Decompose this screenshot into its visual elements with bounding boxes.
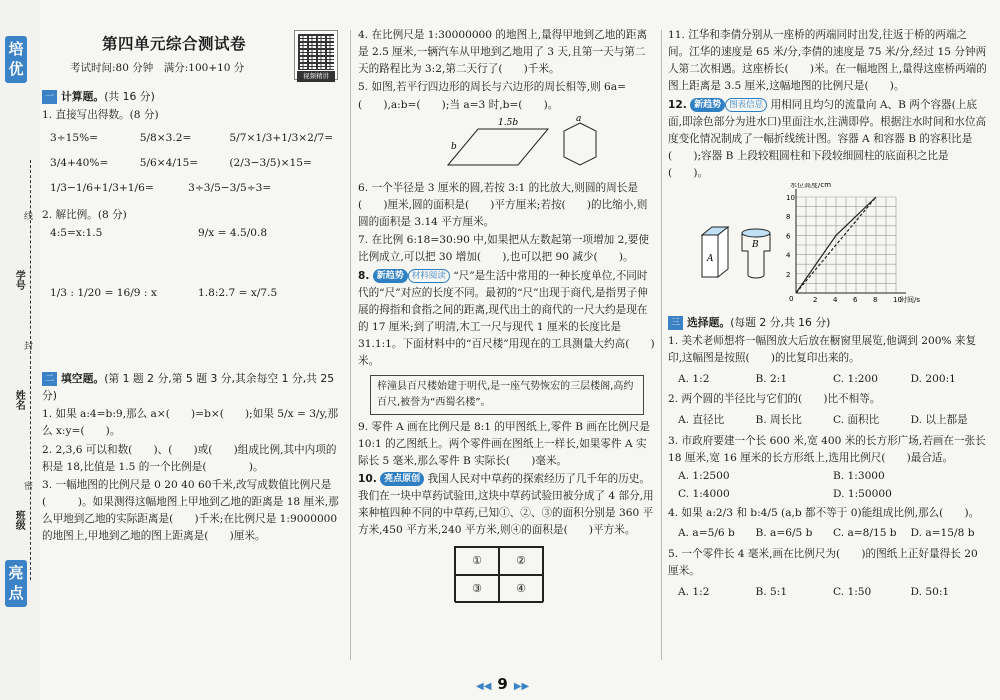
- section-2-heading: [42, 371, 346, 404]
- choice-option: A. 1:2: [678, 372, 710, 385]
- choice-q3: [668, 433, 988, 504]
- choice-q4: [668, 505, 988, 545]
- shapes-figure: [358, 115, 648, 179]
- choice-options: [668, 368, 988, 390]
- calc-item: 3/4+40%=: [50, 156, 109, 169]
- choice-option: C. 1:50: [833, 585, 872, 598]
- column-divider-1: [350, 30, 351, 660]
- choice-option: A. 直径比: [678, 413, 725, 426]
- choice-option: A. 1:2: [678, 585, 710, 598]
- choice-option: D. 1:50000: [833, 488, 892, 501]
- fill-q1: 1. 如果 a:4=b:9,那么 a×( )=b×( );如果 5/x = 3/y,那么 x:y=( )。: [42, 408, 339, 438]
- choice-q2: [668, 391, 988, 431]
- container-a-icon: [702, 227, 728, 277]
- x-tick-label: 6: [853, 296, 858, 305]
- parallelogram-top-label: 1.5b: [498, 117, 519, 128]
- choice-option: C. a=8/15 b: [833, 527, 897, 540]
- fill-q8: [358, 268, 656, 371]
- y-tick-label: 4: [786, 252, 791, 261]
- choice-option: D. 200:1: [910, 372, 956, 385]
- choice-option: C. 1:200: [833, 372, 878, 385]
- prop-row: [42, 285, 346, 355]
- q12-sub-tag: 图表信息: [725, 98, 767, 112]
- field-cell: ①: [455, 547, 499, 575]
- choice-q-text: 2. 两个圆的半径比与它们的( )比不相等。: [668, 393, 881, 406]
- choice-option: B. 5:1: [755, 585, 788, 598]
- q1-label: 1. 直接写出得数。(8 分): [42, 109, 159, 122]
- y-tick-label: 10: [786, 194, 795, 203]
- x-tick-label: 4: [833, 296, 838, 305]
- q8-number: 8.: [358, 269, 370, 282]
- field-cell: ④: [499, 575, 543, 603]
- section-1-score: (共 16 分): [104, 90, 155, 103]
- fill-q4: 4. 在比例尺是 1:30000000 的地图上,量得甲地到乙地的距离是 2.5 厘米,一辆汽车从甲地到乙地用了 3 天,且第一天与第二天的路程比为 3:2,第二天行了( )千米。: [358, 29, 648, 76]
- q2-label: 2. 解比例。(8 分): [42, 208, 127, 221]
- spine-tab-bottom: 亮 点: [5, 560, 27, 607]
- x-tick-label: 2: [813, 296, 818, 305]
- container-b-icon: [742, 229, 770, 278]
- section-1-heading: [42, 88, 346, 105]
- choice-q-text: 5. 一个零件长 4 毫米,画在比例尺为( )的图纸上正好量得长 20 厘米。: [668, 547, 978, 578]
- choice-option: B. 2:1: [755, 372, 788, 385]
- calc-row: [42, 151, 346, 176]
- q10-original-tag: 亮点原创: [380, 472, 424, 486]
- section-3-score: (每题 2 分,共 16 分): [730, 315, 831, 329]
- choice-options: [668, 410, 988, 432]
- y-tick-label: 8: [786, 213, 791, 222]
- qr-code[interactable]: [294, 30, 338, 80]
- q12-figure: [668, 183, 988, 305]
- calc-item: 3÷15%=: [50, 131, 99, 144]
- q8-sub-tag: 材料阅读: [408, 269, 450, 283]
- fill-q6: 6. 一个半径是 3 厘米的圆,若按 3:1 的比放大,则圆的周长是( )厘米,圆的面积是( )平方厘米;若按( )的比缩小,则圆的面积是 3.14 平方厘米。: [358, 181, 648, 229]
- choice-options: [668, 486, 988, 504]
- parallelogram-side-label: b: [451, 141, 457, 152]
- calc-item: (2/3−3/5)×15=: [229, 156, 312, 169]
- fill-q10: [358, 471, 656, 540]
- spine-tab-top: 培 优: [5, 36, 27, 83]
- calc-item: 5/6×4/15=: [139, 156, 199, 169]
- choice-options: [668, 523, 988, 545]
- q12-trend-tag: 新趋势: [690, 98, 725, 112]
- section-3-badge: 三: [668, 316, 683, 330]
- section-2-badge: 二: [42, 372, 57, 386]
- fill-q2: 2. 2,3,6 可以和数( )、( )或( )组成比例,其中内项的积是 18,比值是 1.5 的一个比例是( )。: [42, 443, 337, 473]
- choice-q5: [668, 546, 988, 603]
- choice-q-text: 4. 如果 a:2/3 和 b:4/5 (a,b 都不等于 0)能组成比例,那么( )。: [668, 506, 980, 519]
- q12-text: 用相同且均匀的流量向 A、B 两个容器(上底面,即涂色部分为进水口)里面注水,注满即停。根据注水时间和水位高度变化情况制成了一幅折线统计图。容器 A 和容器 B 的容积比是( );容器 B 上段较粗圆柱和下段较细圆柱的底面积之比是( )。: [668, 98, 987, 180]
- y-tick-label: 6: [786, 232, 791, 241]
- prop-item: 1.8:2.7 = x/7.5: [198, 286, 278, 299]
- calc-item: 5/7×1/3+1/3×2/7=: [229, 131, 334, 144]
- prop-item: 1/3 : 1/20 = 16/9 : x: [50, 286, 157, 299]
- choice-option: D. 以上都是: [910, 413, 968, 426]
- qr-pattern-icon: [298, 34, 334, 70]
- choice-q1: [668, 333, 988, 390]
- cut-mark-seal: 封: [24, 342, 34, 352]
- x-tick-label: 10: [893, 296, 902, 305]
- q10-number: 10.: [358, 472, 377, 485]
- choice-option: B. 1:3000: [833, 470, 885, 483]
- calc-item: 3÷3/5−3/5÷3=: [188, 181, 272, 194]
- q8-trend-tag: 新趋势: [373, 269, 408, 283]
- choice-options: [668, 468, 988, 486]
- calc-item: 1/3−1/6+1/3+1/6=: [50, 181, 154, 194]
- choice-option: D. 50:1: [910, 585, 950, 598]
- choice-option: C. 面积比: [833, 413, 880, 426]
- choice-q-text: 3. 市政府要建一个长 600 米,宽 400 米的长方形广场,若画在一张长 18 厘米,宽 16 厘米的长方形纸上,选用比例尺( )最合适。: [668, 434, 986, 464]
- section-3-heading: [668, 314, 988, 331]
- x-tick-label: 8: [873, 296, 878, 305]
- container-b-label: B: [752, 240, 759, 251]
- cut-mark-secret: 密: [24, 482, 34, 492]
- field-cell: ③: [455, 575, 499, 603]
- choice-option: A. a=5/6 b: [678, 527, 735, 540]
- field-cell: ②: [499, 547, 543, 575]
- parallelogram-shape: [448, 129, 548, 165]
- spine-label-class: 班级: [13, 510, 25, 530]
- origin-label: 0: [789, 295, 794, 304]
- choice-option: B. a=6/5 b: [755, 527, 813, 540]
- section-1-title: 计算题。: [61, 90, 105, 103]
- calc-row: [42, 176, 346, 201]
- choice-option: D. a=15/8 b: [910, 527, 975, 540]
- calc-row: [42, 126, 346, 151]
- next-arrow-icon: ▶▶: [513, 681, 530, 692]
- calc-item: 5/8×3.2=: [139, 131, 192, 144]
- spine-label-student-id: 学号: [13, 270, 25, 290]
- choice-option: B. 周长比: [755, 413, 802, 426]
- q12-number: 12.: [668, 98, 687, 111]
- section-2-score: (第 1 题 2 分,第 5 题 3 分,其余每空 1 分,共 25 分): [42, 371, 335, 402]
- cut-mark-line: 线: [24, 212, 34, 222]
- page-number: [470, 672, 535, 696]
- title-block: [42, 26, 346, 86]
- choice-option: A. 1:2500: [678, 470, 730, 483]
- prop-item: 9/x = 4.5/0.8: [198, 226, 268, 239]
- spine-label-name: 姓名: [13, 390, 25, 410]
- section-3-title: 选择题。: [687, 315, 731, 329]
- q8-text: “尺”是生活中常用的一种长度单位,不同时代的“尺”对应的长度不同。最初的“尺”出现于商代,是指男子伸展的拇指和食指之间的距离,现代出土的商代的一尺大约是现在的 17 厘米;到了明清,木工一尺与现代 1 厘米的长度比是 31.1:1。下面材料中的“百尺楼”用现在的工具测量大约高( )米。: [358, 269, 655, 368]
- q8-material-box: 梓潼县百尺楼始建于明代,是一座气势恢宏的三层楼阁,高约百尺,被誉为“西蜀名楼”。: [370, 375, 644, 415]
- fill-q3: 3. 一幅地图的比例尺是 0 20 40 60千米,改写成数值比例尺是( )。如果测得这幅地图上甲地到乙地的距离是 18 厘米,那么甲地到乙地的实际距离是( )千米;在比例尺是 1:9000000 的地图上,甲地到乙地的图上距离是( )厘米。: [42, 478, 339, 543]
- binding-spine: [0, 0, 40, 700]
- fill-q5: 5. 如图,若平行四边形的周长与六边形的周长相等,则 6a=( ),a:b=( );当 a=3 时,b=( )。: [358, 81, 626, 111]
- section-1-badge: 一: [42, 90, 57, 104]
- page-title: 第四单元综合测试卷: [102, 35, 247, 53]
- exam-meta: 考试时间:80 分钟 满分:100+10 分: [70, 62, 245, 74]
- prop-item: 4:5=x:1.5: [50, 226, 103, 239]
- column-divider-2: [661, 30, 662, 660]
- hexagon-label: a: [576, 114, 582, 124]
- prev-arrow-icon: ◀◀: [476, 681, 492, 692]
- fill-q12: [668, 97, 988, 183]
- prop-row: [42, 225, 346, 285]
- y-axis-label: 水位高度/cm: [790, 183, 832, 190]
- choice-q-text: 1. 美术老师想将一幅图放大后放在橱窗里展览,他调到 200% 来复印,这幅图是按照( )的比复印出来的。: [668, 335, 977, 365]
- fill-q9: 9. 零件 A 画在比例尺是 8:1 的甲图纸上,零件 B 画在比例尺是 10:1 的乙图纸上。两个零件画在图纸上一样长,如果零件 A 实际长 5 毫米,那么零件 B 实际长( )毫米。: [358, 420, 650, 467]
- section-2-title: 填空题。: [61, 371, 105, 385]
- hexagon-shape: [564, 123, 596, 165]
- column-2: [358, 26, 656, 666]
- y-tick-label: 2: [786, 271, 791, 280]
- column-3: [668, 26, 988, 666]
- container-a-label: A: [707, 254, 714, 265]
- qr-label: 视频精讲: [297, 71, 335, 82]
- page-number-value: 9: [497, 675, 508, 693]
- fill-q7: 7. 在比例 6:18=30:90 中,如果把从左数起第一项增加 2,要使比例成立,可以把 30 增加( ),也可以把 90 减少( )。: [358, 234, 649, 264]
- field-grid: [454, 546, 544, 602]
- water-level-chart: [786, 183, 920, 304]
- q10-text: 我国人民对中草药的探索经历了几千年的历史。我们在一块中草药试验田,这块中草药试验田被分成了 4 部分,用来种植四种不同的中草药,已知①、②、③的面积分别是 360 平方米,450 平方米,240 平方米,则④的面积是( )平方米。: [358, 472, 654, 537]
- fill-q11: 11. 江华和李倩分别从一座桥的两端同时出发,往返于桥的两端之间。江华的速度是 65 米/分,李倩的速度是 75 米/分,经过 15 分钟两人第二次相遇。这座桥长( )米。在一幅地图上,量得这座桥两端的图上距离是 3.5 厘米,这幅地图的比例尺是( )。: [668, 29, 987, 93]
- column-1: [42, 26, 346, 666]
- choice-options: [668, 581, 988, 603]
- x-axis-label: 时间/s: [900, 296, 921, 305]
- choice-option: C. 1:4000: [678, 488, 730, 501]
